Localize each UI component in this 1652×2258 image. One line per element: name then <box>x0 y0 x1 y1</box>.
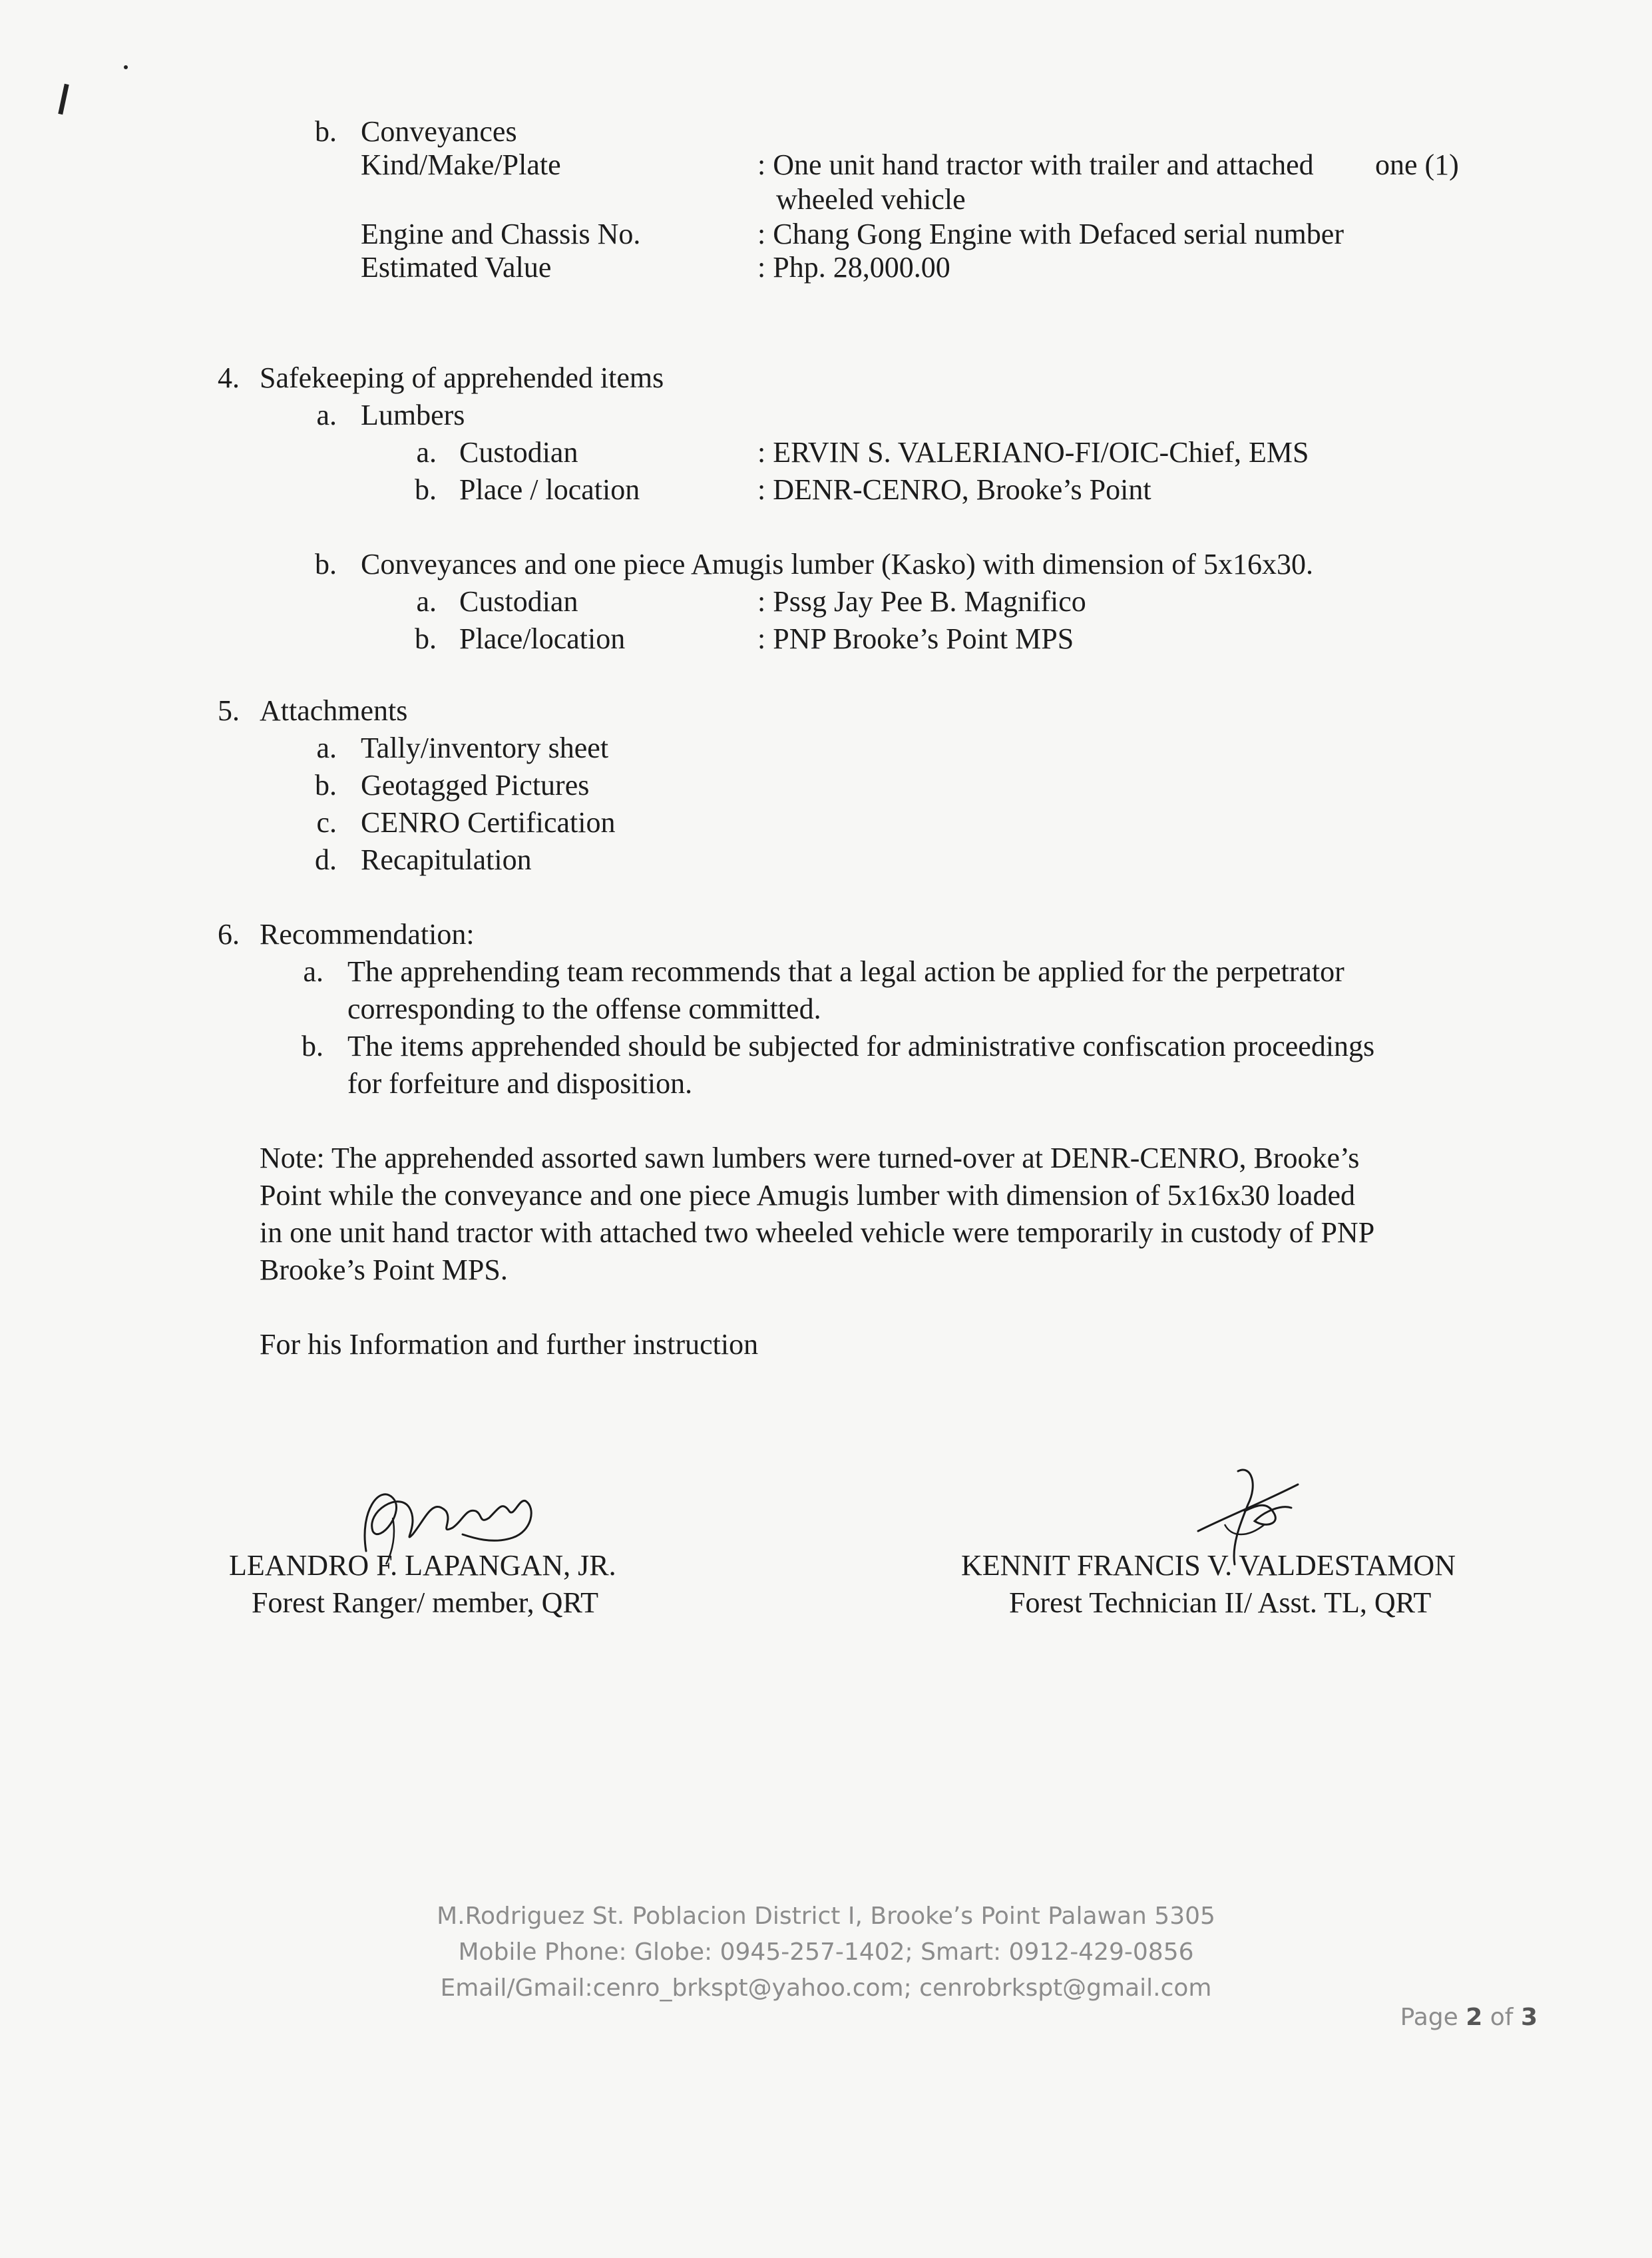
location-label: Place / location <box>459 473 640 506</box>
conveyances-marker: b. <box>315 115 337 148</box>
section-title: Safekeeping of apprehended items <box>260 361 664 394</box>
subsection-heading: Conveyances and one piece Amugis lumber (Kasko) with dimension of 5x16x30. <box>361 548 1313 580</box>
list-marker: b. <box>315 548 337 580</box>
conveyance-row-value: : Php. 28,000.00 <box>757 251 950 284</box>
recommendation-line: for forfeiture and disposition. <box>347 1067 693 1100</box>
note-line: Point while the conveyance and one piece Amugis lumber with dimension of 5x16x30 loaded <box>260 1179 1355 1212</box>
list-marker: a. <box>316 399 337 431</box>
conveyance-row-label: Estimated Value <box>361 251 552 284</box>
list-marker: a. <box>416 585 437 618</box>
conveyance-row-value-line2: wheeled vehicle <box>776 183 966 216</box>
signatory-title: Forest Ranger/ member, QRT <box>252 1586 599 1619</box>
conveyance-row-value: : One unit hand tractor with trailer and attached <box>757 148 1314 181</box>
recommendation-line: corresponding to the offense committed. <box>347 993 821 1025</box>
attachment-item: Recapitulation <box>361 843 532 876</box>
scan-dot <box>124 65 128 69</box>
section-number: 6. <box>218 918 240 951</box>
custodian-value: : ERVIN S. VALERIANO-FI/OIC-Chief, EMS <box>757 436 1309 469</box>
note-line: in one unit hand tractor with attached two wheeled vehicle were temporarily in custody of PNP <box>260 1216 1375 1249</box>
scan-mark <box>58 84 69 114</box>
custodian-label: Custodian <box>459 436 578 469</box>
conveyance-row-value-tail: one (1) <box>1375 148 1459 181</box>
signatory-name: KENNIT FRANCIS V. VALDESTAMON <box>961 1549 1456 1582</box>
signatory-name: LEANDRO F. LAPANGAN, JR. <box>229 1549 616 1582</box>
conveyance-row-label: Kind/Make/Plate <box>361 148 561 181</box>
page-total: 3 <box>1520 2004 1538 2031</box>
list-marker: c. <box>316 806 337 839</box>
list-marker: a. <box>316 732 337 764</box>
list-marker: d. <box>315 843 337 876</box>
section-title: Attachments <box>260 694 408 727</box>
custodian-label: Custodian <box>459 585 578 618</box>
page-label: Page <box>1400 2004 1458 2031</box>
attachment-item: Tally/inventory sheet <box>361 732 609 764</box>
footer-email: Email/Gmail:cenro_brkspt@yahoo.com; cenrobrkspt@gmail.com <box>440 1974 1212 2002</box>
conveyance-row-label: Engine and Chassis No. <box>361 218 641 250</box>
list-marker: b. <box>315 769 337 801</box>
list-marker: a. <box>416 436 437 469</box>
custodian-value: : Pssg Jay Pee B. Magnifico <box>757 585 1086 618</box>
footer-address: M.Rodriguez St. Poblacion District I, Brooke’s Point Palawan 5305 <box>437 1903 1215 1930</box>
signatory-title: Forest Technician II/ Asst. TL, QRT <box>1009 1586 1432 1619</box>
location-label: Place/location <box>459 622 626 655</box>
list-marker: b. <box>302 1030 323 1062</box>
list-marker: a. <box>303 955 323 988</box>
page-current: 2 <box>1466 2004 1483 2031</box>
section-number: 5. <box>218 694 240 727</box>
attachment-item: CENRO Certification <box>361 806 616 839</box>
location-value: : DENR-CENRO, Brooke’s Point <box>757 473 1151 506</box>
conveyance-row-value: : Chang Gong Engine with Defaced serial number <box>757 218 1344 250</box>
closing-line: For his Information and further instruction <box>260 1328 759 1361</box>
location-value: : PNP Brooke’s Point MPS <box>757 622 1074 655</box>
attachment-item: Geotagged Pictures <box>361 769 590 801</box>
conveyances-heading: Conveyances <box>361 115 517 148</box>
recommendation-line: The items apprehended should be subjected for administrative confiscation proceedings <box>347 1030 1375 1062</box>
subsection-heading: Lumbers <box>361 399 465 431</box>
note-line: Brooke’s Point MPS. <box>260 1253 508 1286</box>
footer-phone: Mobile Phone: Globe: 0945-257-1402; Smart: 0912-429-0856 <box>458 1938 1194 1966</box>
section-number: 4. <box>218 361 240 394</box>
page-of: of <box>1490 2004 1514 2031</box>
page-number <box>1400 2004 1538 2031</box>
note-line: Note: The apprehended assorted sawn lumbers were turned-over at DENR-CENRO, Brooke’s <box>260 1142 1360 1174</box>
list-marker: b. <box>415 473 437 506</box>
list-marker: b. <box>415 622 437 655</box>
recommendation-line: The apprehending team recommends that a legal action be applied for the perpetrator <box>347 955 1344 988</box>
section-title: Recommendation: <box>260 918 475 951</box>
